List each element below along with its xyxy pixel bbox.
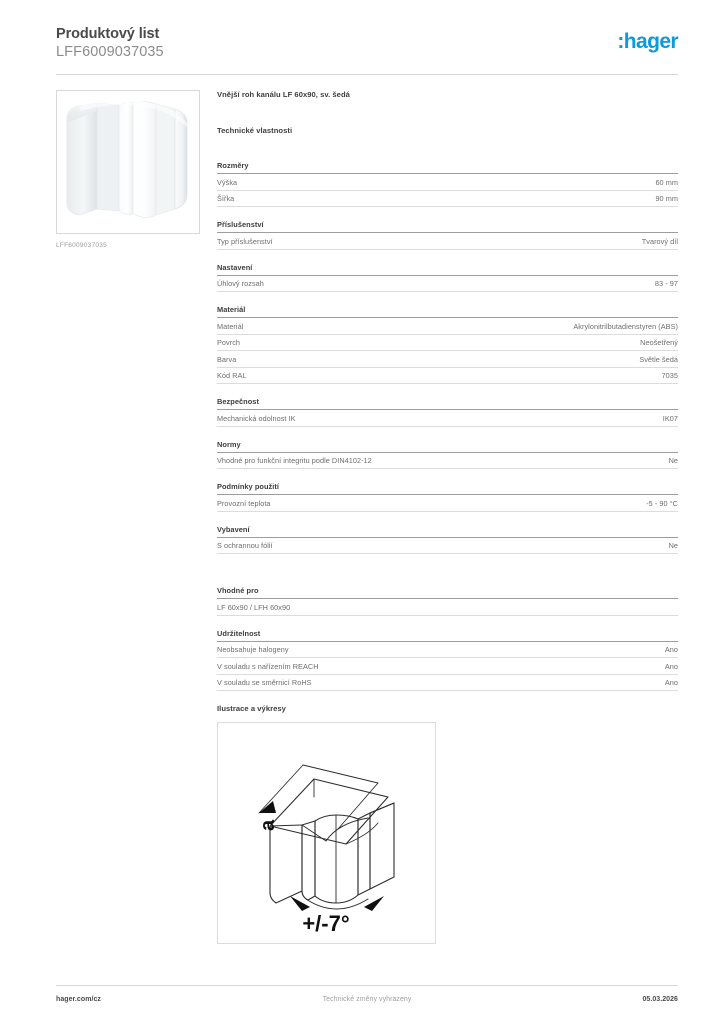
spec-label: Výška [217, 177, 238, 187]
spec-label: LF 60x90 / LFH 60x90 [217, 602, 291, 612]
spec-value: Ano [664, 645, 678, 654]
table-row [217, 191, 678, 208]
spec-value: Ano [664, 678, 678, 687]
group-title: Podmínky použití [217, 482, 678, 495]
spec-value: Ne [668, 541, 678, 550]
table-row [217, 233, 678, 250]
group-title: Udržitelnost [217, 629, 678, 642]
spec-group-udrzitelnost [217, 629, 678, 692]
spec-value: -5 - 90 °C [646, 498, 678, 508]
table-row [217, 368, 678, 385]
product-image [56, 90, 200, 234]
group-title: Vhodné pro [217, 586, 678, 599]
spec-value: 7035 [661, 371, 678, 380]
spec-group-material [217, 305, 678, 384]
header-titles [56, 26, 164, 61]
page-footer [56, 996, 678, 1010]
spec-label: Úhlový rozsah [217, 279, 264, 288]
product-name: Vnější roh kanálu LF 60x90, sv. šedá [217, 90, 350, 99]
spec-value: Neošetřený [640, 338, 678, 347]
dimension-arrow-a [259, 801, 276, 813]
spec-value: Akrylonitrilbutadienstyren (ABS) [573, 321, 678, 331]
table-row [217, 318, 678, 335]
spec-group-vybaveni [217, 525, 678, 555]
spec-group-rozmery [217, 161, 678, 207]
document-reference: LFF6009037035 [56, 44, 164, 60]
spec-label: Provozní teplota [217, 498, 271, 508]
spec-label: Povrch [217, 338, 241, 347]
spec-label: Barva [217, 354, 237, 364]
spec-group-normy [217, 440, 678, 470]
table-row [217, 351, 678, 368]
group-title: Bezpečnost [217, 397, 678, 410]
group-title: Vybavení [217, 525, 678, 538]
spec-label: V souladu se směrnicí RoHS [217, 678, 312, 687]
group-title: Příslušenství [217, 220, 678, 233]
table-row [217, 276, 678, 293]
footer-date: 05.03.2026 [642, 996, 678, 1003]
spec-value: Světle šedá [639, 354, 678, 364]
table-row [217, 410, 678, 427]
table-row [217, 335, 678, 352]
spec-group-podminky-pouziti [217, 482, 678, 512]
spec-value: Ano [664, 661, 678, 671]
hager-logo: :hager [617, 30, 678, 53]
table-row [217, 658, 678, 675]
page-title: Produktový list [56, 26, 160, 42]
technical-properties-title: Technické vlastnosti [217, 126, 293, 135]
spec-group-vhodne-pro [217, 586, 678, 616]
spec-label: Vhodné pro funkční integritu podle DIN4102-12 [217, 456, 372, 465]
product-figure [56, 90, 202, 249]
page-header [56, 26, 678, 72]
spec-value: IK07 [662, 413, 678, 423]
spec-label: S ochrannou fólií [217, 541, 273, 550]
spec-value: Ne [668, 456, 678, 465]
product-photo-svg [57, 91, 199, 233]
table-row [217, 642, 678, 659]
spec-label: Neobsahuje halogeny [217, 645, 289, 654]
footer-divider [56, 985, 678, 986]
datasheet-content [217, 90, 678, 944]
product-image-caption: LFF6009037035 [56, 242, 107, 249]
spec-label: Kód RAL [217, 371, 247, 380]
table-row [217, 599, 678, 616]
section-spacer [217, 567, 678, 586]
spec-group-bezpecnost [217, 397, 678, 427]
angle-label: +/-7° [302, 911, 350, 936]
spec-label: Mechanická odolnost IK [217, 413, 296, 423]
group-title: Normy [217, 440, 678, 453]
drawings-title: Ilustrace a výkresy [217, 704, 286, 713]
spec-value: 90 mm [655, 194, 678, 203]
footer-disclaimer: Technické změny vyhrazeny [322, 996, 412, 1003]
group-title: Rozměry [217, 161, 678, 174]
spec-value: 60 mm [655, 177, 678, 187]
spec-group-nastaveni [217, 263, 678, 293]
table-row [217, 174, 678, 191]
drawings-section [217, 704, 678, 944]
group-title: Nastavení [217, 263, 678, 276]
spec-label: Materiál [217, 321, 244, 331]
technical-drawing [217, 722, 436, 944]
header-divider [56, 74, 678, 75]
table-row [217, 675, 678, 692]
spec-label: Šířka [217, 194, 235, 203]
table-row [217, 495, 678, 512]
dimension-label-a: a [257, 819, 279, 831]
table-row [217, 538, 678, 555]
footer-website[interactable]: hager.com/cz [56, 996, 101, 1003]
spec-value: Tvarový díl [641, 236, 678, 246]
spec-group-prislusenstvi [217, 220, 678, 250]
spec-label: V souladu s nařízením REACH [217, 661, 319, 671]
spec-label: Typ příslušenství [217, 236, 273, 246]
spec-value: 83 - 97 [654, 279, 678, 288]
technical-drawing-svg [218, 723, 435, 943]
group-title: Materiál [217, 305, 678, 318]
table-row [217, 453, 678, 470]
